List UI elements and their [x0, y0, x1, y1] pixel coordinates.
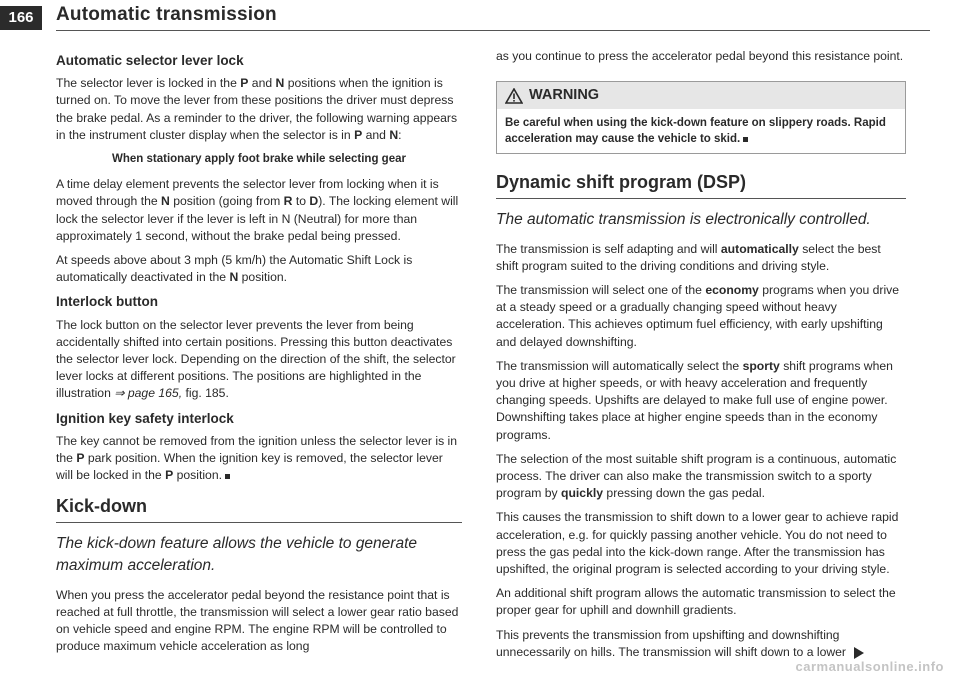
selector-lock-paragraph-1: The selector lever is locked in the P and N positions when the ignition is turned on. To move the lever from these positions the driver must depress the brake pedal. As a reminder to the driver, the following warning appears in the instrument cluster display when the selector is in P and N:	[56, 76, 458, 142]
page-reference-link[interactable]: ⇒ page 165,	[114, 386, 183, 401]
warning-text: Be careful when using the kick-down feature on slippery roads. Rapid acceleration may cause the vehicle to skid.	[505, 117, 886, 146]
warning-label: WARNING	[529, 87, 600, 104]
dsp-intro: The automatic transmission is electronically controlled.	[496, 210, 871, 228]
kickdown-heading: Kick-down	[56, 498, 462, 522]
dsp-paragraph-6: An additional shift program allows the automatic transmission to select the proper gear for uphill and downhill gradients.	[496, 586, 896, 618]
section-end-icon	[743, 137, 748, 142]
dsp-paragraph-7: This prevents the transmission from upshifting and downshifting unnecessarily on hills. The transmission will shift down to a lower	[496, 627, 906, 661]
dsp-paragraph-5: This causes the transmission to shift down to a lower gear to achieve rapid acceleration, e.g. for quickly passing another vehicle. You do not need to press the gas pedal into the kick-down range. After the transmission has upshifted, the original program is selected according to your driving style.	[496, 510, 899, 577]
dsp-paragraph-3: The transmission will automatically select the sporty shift programs when you drive at higher speeds, or with heavy acceleration and frequently changing speeds. Upshifts are delayed to make full use of engine power. Downshifting takes place at higher engine speeds than in the economy programs.	[496, 358, 893, 442]
warning-box	[496, 81, 906, 154]
kickdown-intro: The kick-down feature allows the vehicle to generate maximum acceleration.	[56, 534, 418, 574]
interlock-paragraph: The lock button on the selector lever prevents the lever from being accidentally shifted into certain positions. Pressing this button deactivates the selector lever lock. Depending on the direction of the shift, the selector lever locks at different positions. The positions are highlighted in the illustration ⇒ page 165, fig. 185.	[56, 317, 456, 401]
warning-triangle-icon	[505, 88, 523, 104]
ignition-paragraph: The key cannot be removed from the ignition unless the selector lever is in the P park position. When the ignition key is removed, the selector lever will be locked in the P position.	[56, 433, 458, 483]
ignition-heading: Ignition key safety interlock	[56, 410, 234, 426]
right-column	[496, 48, 906, 668]
selector-lock-paragraph-3: At speeds above about 3 mph (5 km/h) the Automatic Shift Lock is automatically deactivated in the N position.	[56, 253, 413, 285]
interlock-heading: Interlock button	[56, 294, 158, 310]
dsp-paragraph-2: The transmission will select one of the economy programs when you drive at a steady speed or a gradually changing speed without heavy acceleration. This achieves optimum fuel efficiency, with early upshifting and delayed downshifting.	[496, 283, 900, 349]
dsp-heading: Dynamic shift program (DSP)	[496, 174, 906, 198]
section-end-icon	[225, 474, 230, 479]
left-column	[56, 48, 462, 662]
header-rule	[56, 30, 930, 31]
dsp-paragraph-4: The selection of the most suitable shift program is a continuous, automatic process. The driver can also make the transmission switch to a sporty program by quickly pressing down the gas pedal.	[496, 451, 897, 501]
watermark: carmanualsonline.info	[795, 659, 944, 674]
display-message: When stationary apply foot brake while selecting gear	[112, 153, 406, 166]
warning-header	[497, 82, 905, 109]
kickdown-paragraph: When you press the accelerator pedal beyond the resistance point that is reached at full throttle, the transmission will select a lower gear ratio based on vehicle speed and engine RPM. The engine RPM will be controlled to produce maximum vehicle acceleration as long	[56, 587, 459, 654]
chapter-title: Automatic transmission	[56, 4, 277, 25]
page-number: 166	[0, 6, 42, 30]
selector-lock-heading: Automatic selector lever lock	[56, 53, 244, 68]
dsp-paragraph-1: The transmission is self adapting and will automatically select the best shift program suited to the driving conditions and driving style.	[496, 241, 881, 273]
continue-arrow-icon	[854, 647, 864, 659]
page-header	[0, 0, 960, 42]
kickdown-continued: as you continue to press the accelerator pedal beyond this resistance point.	[496, 49, 904, 63]
selector-lock-paragraph-2: A time delay element prevents the selector lever from locking when it is moved through the N position (going from R to D). The locking element will lock the selector lever if the lever is left in N (Neutral) for more than approximately 1 second, without the brake pedal being pressed.	[56, 177, 459, 243]
